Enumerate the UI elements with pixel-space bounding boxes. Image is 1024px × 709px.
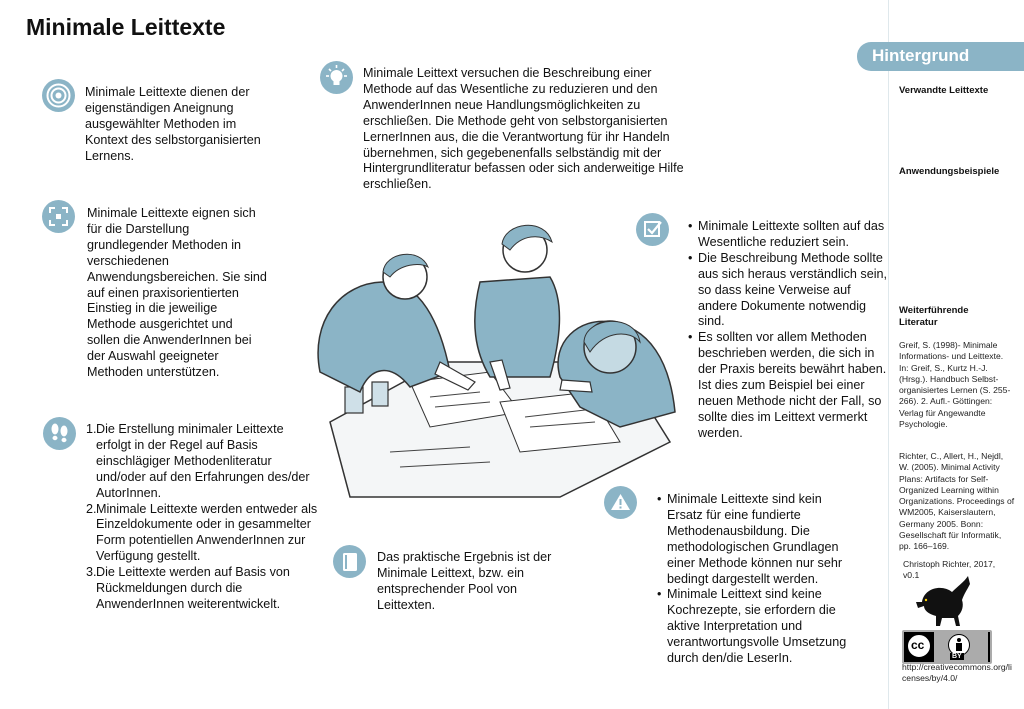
reference-2: Richter, C., Allert, H., Nejdl, W. (2005). Minimal Activity Plans: Artifacts for Self-Organized Learning within Organizations. Proceedings of WM2005, Kaiserslautern, Germany 2005. Bonn: Gesellschaft für Informatik, pp. 166–169. (899, 451, 1015, 552)
author-note: Christoph Richter, 2017, v0.1 (903, 559, 996, 581)
checkbox-icon (636, 213, 669, 246)
cc-by-badge[interactable]: cc BY (902, 630, 992, 664)
black-cat-icon (912, 572, 976, 628)
idea-text: Minimale Leittext versuchen die Beschreibung einer Methode auf das Wesentliche zu reduzieren und den AnwenderInnen neue Handlungsmöglichkeiten zu erschließen. Die Methode geht von selbstorganisierten LernerInnen aus, die die Verantwortung für ihr Handeln übernehmen, sich gegebenenfalls selbständig mit der Hintergrundliteratur befassen oder sich anderweitige Hilfe erschließen. (363, 66, 684, 192)
link-related[interactable]: Verwandte Leittexte (899, 85, 989, 96)
list-item: • Minimale Leittext sind keine Kochrezepte, sie erfordern die aktive Interpretation und verantwortungsvolle Umsetzung durch den/die LeserIn. (667, 587, 857, 667)
footsteps-icon (43, 417, 76, 450)
list-item: • Minimale Leittexte sollten auf das Wesentliche reduziert sein. (698, 219, 888, 251)
list-item: 2. Minimale Leittexte werden entweder als Einzeldokumente oder in gesammelter Form potentiellen AnwenderInnen zur Verfügung gestellt. (86, 501, 318, 564)
list-item: 1. Die Erstellung minimaler Leittexte erfolgt in der Regel auf Basis einschlägiger Methodenliteratur und/oder auf den Erfahrungen des/der AutorInnen. (86, 422, 310, 500)
lightbulb-icon (320, 61, 353, 94)
warning-icon (604, 486, 637, 519)
goal-text: Minimale Leittexte dienen der eigenständigen Aneignung ausgewählter Methoden im Kontext des selbstorganisierten Lernens. (85, 85, 261, 163)
target-icon (42, 79, 75, 112)
focus-text: Minimale Leittexte eignen sich für die Darstellung grundlegender Methoden in verschiedenen Anwendungsbereichen. Sie sind auf einen praxisorientierten Einstieg in die jeweilige Methode ausgerichtet und sollen die AnwenderInnen bei der Auswahl geeigneter Methoden unterstützen. (87, 206, 267, 380)
further-reading-heading: Weiterführende Literatur (899, 305, 969, 328)
list-item: 3. Die Leittexte werden auf Basis von Rückmeldungen durch die AnwenderInnen weiterentwickelt. (86, 565, 290, 611)
cc-icon: cc (907, 634, 931, 658)
reference-1: Greif, S. (1998)- Minimale Informations- und Leittexte. In: Greif, S., Kurtz H.-J. (Hrsg.). Handbuch Selbst-organisiertes Lernen (S. 255-266). 2. Aufl.- Göttingen: Verlag für Angewandte Psychologie. (899, 340, 1011, 430)
page-title: Minimale Leittexte (26, 14, 226, 40)
tab-hintergrund[interactable]: Hintergrund (857, 42, 1024, 71)
check-list (686, 219, 888, 442)
book-icon (333, 545, 366, 578)
list-item: • Es sollten vor allem Methoden beschrieben werden, die sich in der Praxis bereits bewährt haben. Ist dies zum Beispiel bei einer neuen Methode nicht der Fall, so sollte dies im Leittext vermerkt werden. (698, 330, 888, 441)
list-item: • Die Beschreibung Methode sollte aus sich heraus verständlich sein, so dass keine Verweise auf andere Dokumente notwendig sind. (698, 251, 888, 331)
warning-list (655, 492, 857, 667)
focus-frame-icon (42, 200, 75, 233)
people-illustration (290, 212, 690, 502)
steps-list (86, 422, 318, 613)
link-examples[interactable]: Anwendungsbeispiele (899, 166, 1000, 177)
list-item: • Minimale Leittexte sind kein Ersatz für eine fundierte Methodenausbildung. Die methodologischen Grundlagen einer Methode können nur sehr bedingt dargestellt werden. (667, 492, 857, 587)
license-link[interactable]: http://creativecommons.org/licenses/by/4.0/ (902, 662, 1012, 684)
result-text: Das praktische Ergebnis ist der Minimale Leittext, bzw. ein entsprechender Pool von Leittexten. (377, 550, 552, 612)
